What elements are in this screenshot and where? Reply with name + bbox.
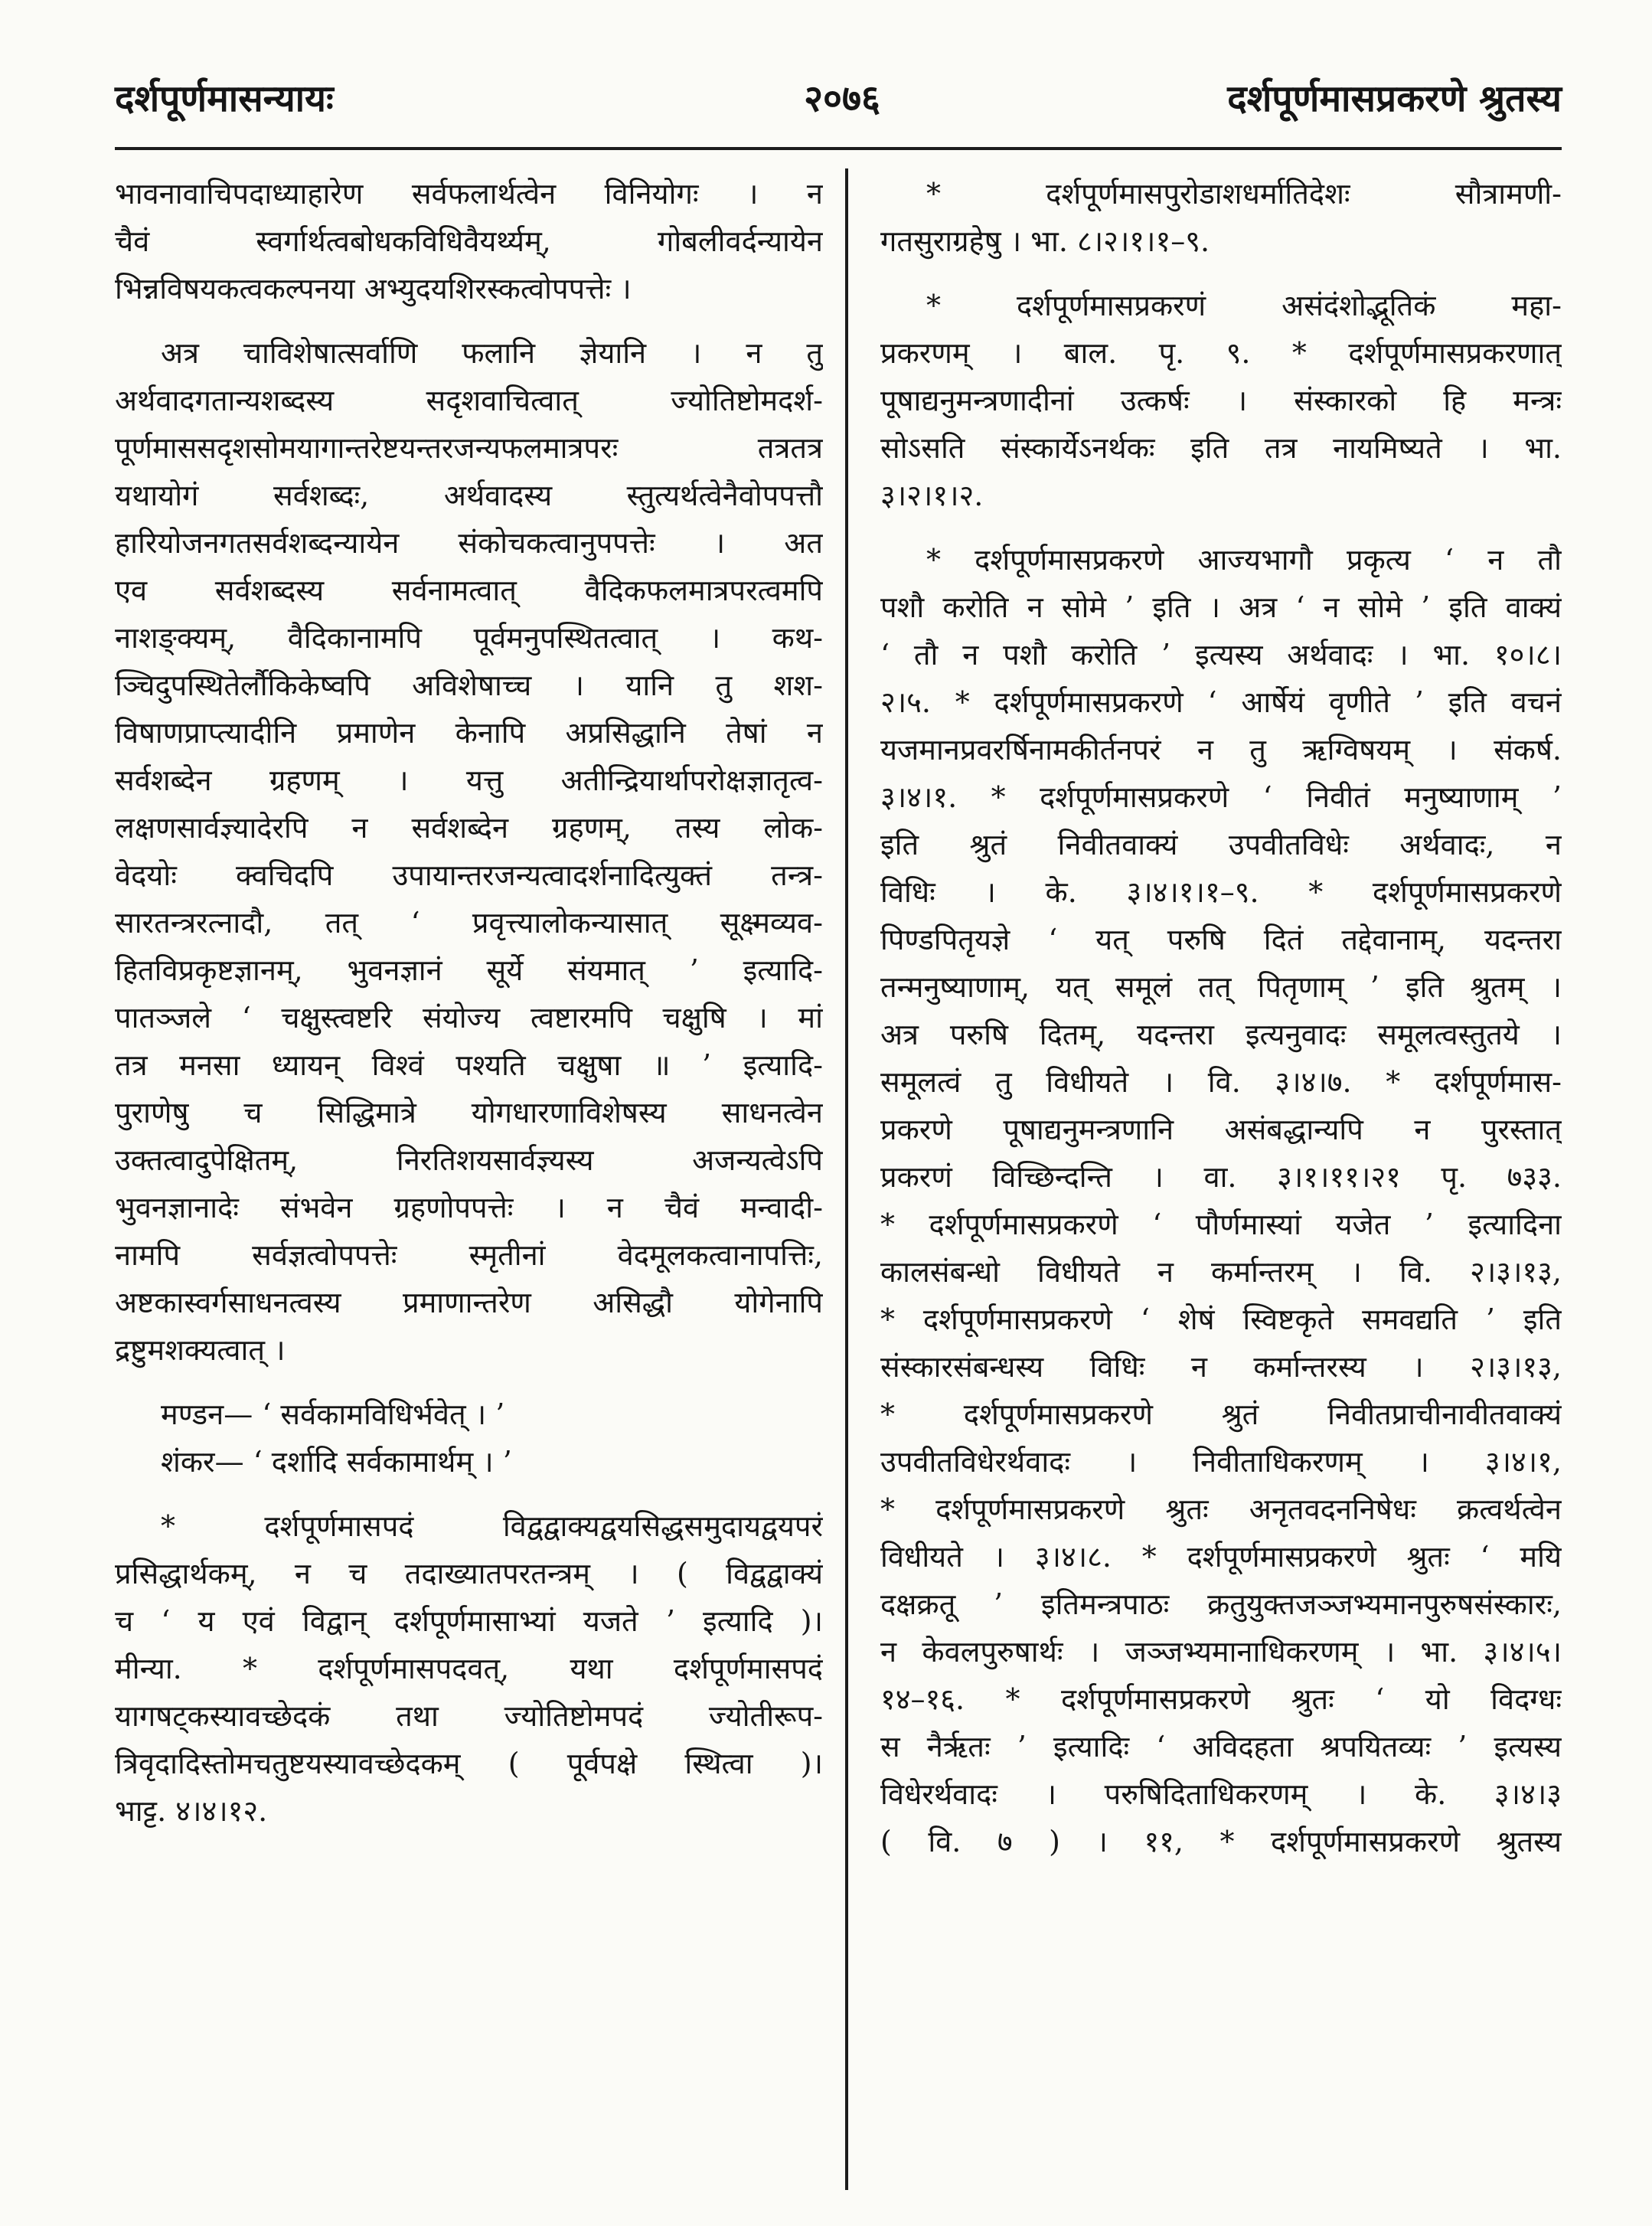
column-divider xyxy=(845,168,848,2190)
text-line: पुराणेषु च सिद्धिमात्रे योगधारणाविशेषस्य साधनत्वेन xyxy=(115,1096,823,1129)
text-line: * दर्शपूर्णमासप्रकरणे आज्यभागौ प्रकृत्य ‘ न तौ xyxy=(926,543,1562,577)
running-header xyxy=(115,73,1562,126)
paragraph-gap xyxy=(115,312,823,329)
text-line: भाट्ट. ४।४।१२. xyxy=(115,1794,268,1828)
text-line: विधीयते । ३।४।८. * दर्शपूर्णमासप्रकरणे श्रुतः ‘ मयि xyxy=(880,1540,1562,1574)
paragraph-gap xyxy=(115,1374,823,1391)
right-column xyxy=(880,170,1562,1865)
text-line: यथायोगं सर्वशब्दः, अर्थवादस्य स्तुत्यर्थत्वेनैवोपपत्तौ xyxy=(115,479,823,512)
left-column xyxy=(115,170,823,1835)
text-line: * दर्शपूर्णमासपदं विद्वद्वाक्यद्वयसिद्धसमुदायद्वयपरं xyxy=(161,1509,823,1543)
text-line: * दर्शपूर्णमासप्रकरणे ‘ पौर्णमास्यां यजेत ’ इत्यादिना xyxy=(880,1208,1562,1241)
header-left-title: दर्शपूर्णमासन्यायः xyxy=(115,77,334,120)
text-line: प्रकरणं विच्छिन्दन्ति । वा. ३।१।११।२१ पृ. ७३३. xyxy=(880,1160,1562,1194)
text-line: ‘ तौ न पशौ करोति ’ इत्यस्य अर्थवादः । भा. १०।८। xyxy=(880,638,1562,672)
text-line: वेदयोः क्वचिदपि उपायान्तरजन्यत्वादर्शनादित्युक्तं तन्त्र- xyxy=(115,858,823,892)
text-line: पशौ करोति न सोमे ’ इति । अत्र ‘ न सोमे ’ इति वाक्यं xyxy=(880,590,1562,624)
paragraph-gap xyxy=(115,1486,823,1502)
text-line: उक्तत्वादुपेक्षितम्, निरतिशयसार्वज्ञ्यस्य अजन्यत्वेऽपि xyxy=(115,1143,823,1177)
text-line: भावनावाचिपदाध्याहारेण सर्वफलार्थत्वेन विनियोगः । न xyxy=(115,177,823,211)
text-line: कालसंबन्धो विधीयते न कर्मान्तरम् । वि. २।३।१३, xyxy=(880,1255,1562,1289)
text-line: ३।४।१. * दर्शपूर्णमासप्रकरणे ‘ निवीतं मनुष्याणाम् ’ xyxy=(880,780,1562,814)
header-rule xyxy=(115,147,1562,150)
text-line: उपवीतविधेरर्थवादः । निवीताधिकरणम् । ३।४।१, xyxy=(880,1445,1562,1479)
text-line: लक्षणसार्वज्ञ्यादेरपि न सर्वशब्देन ग्रहणम्, तस्य लोक- xyxy=(115,811,823,845)
text-line: अष्टकास्वर्गसाधनत्वस्य प्रमाणान्तरेण असिद्धौ योगेनापि xyxy=(115,1286,823,1319)
text-line: भुवनज्ञानादेः संभवेन ग्रहणोपपत्तेः । न चैवं मन्वादी- xyxy=(115,1191,823,1224)
text-line: संस्कारसंबन्धस्य विधिः न कर्मान्तरस्य । २।३।१३, xyxy=(880,1350,1562,1384)
text-line: प्रकरणम् । बाल. पृ. ९. * दर्शपूर्णमासप्रकरणात् xyxy=(880,336,1562,370)
text-line: ३।२।१।२. xyxy=(880,479,984,512)
text-line: नामपि सर्वज्ञत्वोपपत्तेः स्मृतीनां वेदमूलकत्वानापत्तिः, xyxy=(115,1238,823,1272)
text-line: ञ्चिदुपस्थितेर्लौकिकेष्वपि अविशेषाच्च । यानि तु शश- xyxy=(115,668,823,702)
text-line: ( वि. ७ ) । ११, * दर्शपूर्णमासप्रकरणे श्रुतस्य xyxy=(880,1825,1562,1858)
text-line: इति श्रुतं निवीतवाक्यं उपवीतविधेः अर्थवादः, न xyxy=(880,828,1562,861)
text-line: हारियोजनगतसर्वशब्दन्यायेन संकोचकत्वानुपपत्तेः । अत xyxy=(115,526,823,560)
text-line: पूर्णमाससदृशसोमयागान्तरेष्टयन्तरजन्यफलमात्रपरः तत्रतत्र xyxy=(115,431,823,465)
text-line: विधेरर्थवादः । परुषिदिताधिकरणम् । के. ३।४।३ xyxy=(880,1777,1562,1811)
text-line: पूषाद्यनुमन्त्रणादीनां उत्कर्षः । संस्कारको हि मन्त्रः xyxy=(880,384,1562,417)
text-line: * दर्शपूर्णमासप्रकरणे श्रुतं निवीतप्राचीनावीतवाक्यं xyxy=(880,1397,1562,1431)
text-line: भिन्नविषयकत्वकल्पनया अभ्युदयशिरस्कत्वोपपत्तेः । xyxy=(115,272,632,306)
text-line: २।५. * दर्शपूर्णमासप्रकरणे ‘ आर्षेयं वृणीते ’ इति वचनं xyxy=(880,685,1562,719)
text-line: सारतन्त्ररत्नादौ, तत् ‘ प्रवृत्त्यालोकन्यासात् सूक्ष्मव्यव- xyxy=(115,906,823,940)
page-number: २०७६ xyxy=(804,77,880,120)
text-line: एव सर्वशब्दस्य सर्वनामत्वात् वैदिकफलमात्रपरत्वमपि xyxy=(115,574,823,607)
text-line: न केवलपुरुषार्थः । जञ्जभ्यमानाधिकरणम् । भा. ३।४।५। xyxy=(880,1635,1562,1669)
text-line: * दर्शपूर्णमासप्रकरणे श्रुतः अनृतवदननिषेधः क्रत्वर्थत्वेन xyxy=(880,1492,1562,1526)
text-line: समूलत्वं तु विधीयते । वि. ३।४।७. * दर्शपूर्णमास- xyxy=(880,1065,1562,1099)
text-line: सोऽसति संस्कार्येऽनर्थकः इति तत्र नायमिष्यते । भा. xyxy=(880,431,1562,465)
text-line: हितविप्रकृष्टज्ञानम्, भुवनज्ञानं सूर्ये संयमात् ’ इत्यादि- xyxy=(115,953,823,987)
text-line: गतसुराग्रहेषु । भा. ८।२।१।१–९. xyxy=(880,224,1210,258)
paragraph-gap xyxy=(880,265,1562,282)
text-line: पातञ्जले ‘ चक्षुस्त्वष्टरि संयोज्य त्वष्टारमपि चक्षुषि । मां xyxy=(115,1001,823,1035)
text-line: प्रसिद्धार्थकम्, न च तदाख्यातपरतन्त्रम् । ( विद्वद्वाक्यं xyxy=(115,1557,823,1590)
text-line: * दर्शपूर्णमासप्रकरणं असंदंशोद्भूतिकं महा- xyxy=(926,289,1562,322)
text-line: तत्र मनसा ध्यायन् विश्वं पश्यति चक्षुषा ॥ ’ इत्यादि- xyxy=(115,1048,823,1082)
text-line: यागषट्कस्यावच्छेदकं तथा ज्योतिष्टोमपदं ज्योतीरूप- xyxy=(115,1699,823,1733)
text-line: मण्डन— ‘ सर्वकामविधिर्भवेत् । ’ xyxy=(161,1397,505,1431)
text-line: द्रष्टुमशक्यत्वात् । xyxy=(115,1333,286,1367)
text-line: * दर्शपूर्णमासप्रकरणे ‘ शेषं स्विष्टकृते समवद्यति ’ इति xyxy=(880,1303,1562,1336)
text-line: विधिः । के. ३।४।१।१–९. * दर्शपूर्णमासप्रकरणे xyxy=(880,875,1562,909)
text-line: शंकर— ‘ दर्शादि सर्वकामार्थम् । ’ xyxy=(161,1445,512,1479)
header-right-title: दर्शपूर्णमासप्रकरणे श्रुतस्य xyxy=(1227,77,1562,120)
text-line: स नैर्ऋतः ’ इत्यादिः ‘ अविदहता श्रपयितव्यः ’ इत्यस्य xyxy=(880,1730,1562,1763)
text-line: त्रिवृदादिस्तोमचतुष्टयस्यावच्छेदकम् ( पूर्वपक्षे स्थित्वा )। xyxy=(115,1747,823,1780)
text-line: मीन्या. * दर्शपूर्णमासपदवत्, यथा दर्शपूर्णमासपदं xyxy=(115,1652,823,1685)
text-line: तन्मनुष्याणाम्, यत् समूलं तत् पितृणाम् ’ इति श्रुतम् । xyxy=(880,970,1562,1004)
text-line: अत्र चाविशेषात्सर्वाणि फलानि ज्ञेयानि । न तु xyxy=(161,336,823,370)
text-line: * दर्शपूर्णमासपुरोडाशधर्मातिदेशः सौत्रामणी- xyxy=(926,177,1562,211)
text-line: सर्वशब्देन ग्रहणम् । यत्तु अतीन्द्रियार्थापरोक्षज्ञातृत्व- xyxy=(115,763,823,797)
text-line: च ‘ य एवं विद्वान् दर्शपूर्णमासाभ्यां यजते ’ इत्यादि )। xyxy=(115,1604,823,1638)
text-line: नाशङ्क्यम्, वैदिकानामपि पूर्वमनुपस्थितत्वात् । कथ- xyxy=(115,621,823,655)
text-line: अर्थवादगतान्यशब्दस्य सदृशवाचित्वात् ज्योतिष्टोमदर्श- xyxy=(115,384,823,417)
text-line: विषाणप्राप्त्यादीनि प्रमाणेन केनापि अप्रसिद्धानि तेषां न xyxy=(115,716,823,750)
text-line: पिण्डपितृयज्ञे ‘ यत् परुषि दितं तद्देवानाम्, यदन्तरा xyxy=(880,923,1562,956)
text-line: प्रकरणे पूषाद्यनुमन्त्रणानि असंबद्धान्यपि न पुरस्तात् xyxy=(880,1113,1562,1146)
text-line: चैवं स्वर्गार्थत्वबोधकविधिवैयर्थ्यम्, गोबलीवर्दन्यायेन xyxy=(115,224,823,258)
paragraph-gap xyxy=(880,519,1562,536)
text-line: यजमानप्रवरर्षिनामकीर्तनपरं न तु ऋग्विषयम् । संकर्ष. xyxy=(880,733,1562,767)
text-line: अत्र परुषि दितम्, यदन्तरा इत्यनुवादः समूलत्वस्तुतये । xyxy=(880,1018,1562,1051)
text-line: १४–१६. * दर्शपूर्णमासप्रकरणे श्रुतः ‘ यो विदग्धः xyxy=(880,1682,1562,1716)
text-line: दक्षक्रतू ’ इतिमन्त्रपाठः क्रतुयुक्तजञ्जभ्यमानपुरुषसंस्कारः, xyxy=(880,1587,1562,1621)
